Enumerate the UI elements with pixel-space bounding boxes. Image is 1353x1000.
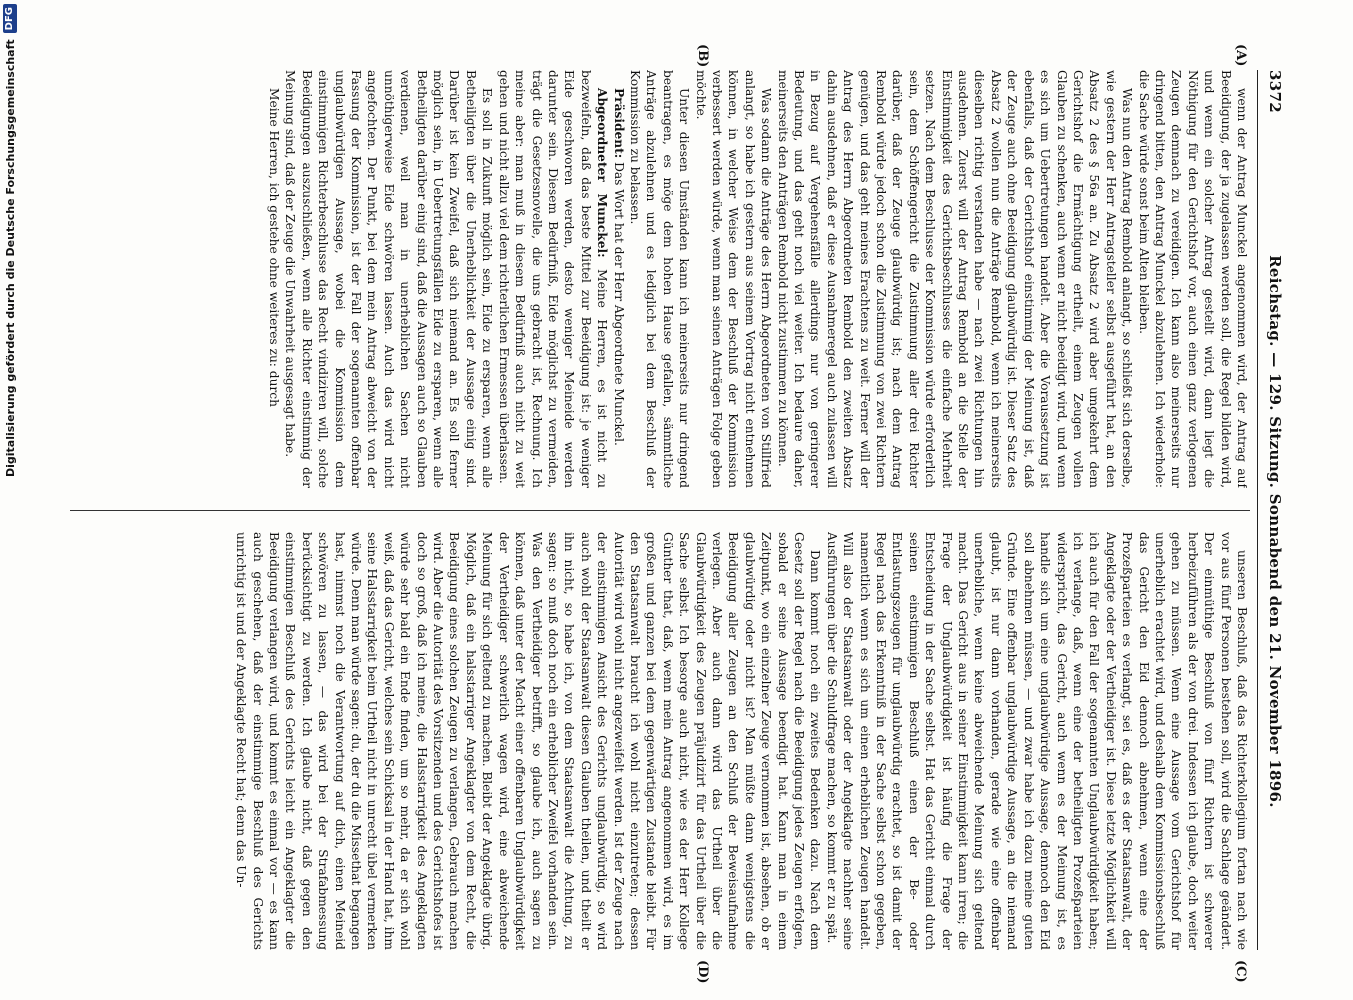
margin-marker-a: (A)	[1233, 44, 1248, 67]
paragraph: Meine Herren, ich gestehe ohne weiteres zu: durch	[267, 88, 282, 407]
margin-marker-d: (D)	[695, 960, 710, 984]
page-title: Reichstag. — 129. Sitzung. Sonnabend den 21. November 1896.	[1266, 255, 1284, 808]
paragraph	[495, 70, 610, 488]
paragraph	[610, 70, 626, 488]
speech-text: Meine Herren, es ist nicht zu bezweifeln, daß das beste Mittel zur Beeidigung ist: je weniger Eide geschworen werden, desto weniger Meineide werden darunter sein. Diesem Bedürfniß, Eide möglichst zu vermeiden, trägt die Gesetzesnovelle, die uns gebracht ist, Rechnung. Ich meine aber: man muß in diesem Bedürfniß auch nicht zu weit gehen und nicht allzu viel dem richterlichen Ermessen überlassen.	[496, 70, 610, 488]
footer-credit: Digitalisierung gefördert durch die Deutsche Forschungsgemeinschaft	[3, 39, 17, 478]
page-header	[1260, 70, 1290, 950]
margin-marker-c: (C)	[1233, 960, 1248, 983]
paragraph: wenn der Antrag Munckel angenommen wird, der Antrag auf Beeidigung, der ja zugelassen werden soll, die Regel bilden wird, und wenn ein solcher Antrag gestellt wird, dann liegt die Nöthigung für den Gerichtshof vor, auch einen ganz verlogenen Zeugen demnach zu vereidigen. Ich kann also meinerseits nur dringend bitten, den Antrag Munckel abzulehnen. Ich wiederhole: die Sache würde sonst beim Alten bleiben.	[1136, 70, 1249, 488]
page-number: 3372	[1266, 70, 1284, 113]
speech-text: Das Wort hat der Herr Abgeordnete Munckel.	[611, 162, 626, 446]
digitization-footer	[2, 0, 18, 1000]
dfg-logo: DFG	[3, 4, 17, 33]
paragraph: Unter diesen Umständen kann ich meinerseits nur dringend beantragen, es möge dem hohen Hause gefallen, sämmtliche Anträge abzulehnen und es lediglich bei dem Beschluß der Kommission zu belassen.	[627, 70, 692, 488]
paragraph: Was nun den Antrag Rembold anlangt, so schließt sich derselbe, wie gestern der Herr Antragsteller selbst ausgeführt hat, an den Absatz 2 des § 56a an. Zu Absatz 2 wird aber umgekehrt dem Gerichtshof die Ermächtigung ertheilt, einem Zeugen vollen Glauben zu schenken, auch wenn er nicht beeidigt wird, und wenn es sich um Uebertretungen handelt. Aber die Voraussetzung ist ebenfalls, daß der Gerichtshof einstimmig der Meinung ist, daß der Zeuge auch ohne Beeidigung glaubwürdig ist. Dieser Satz des Absatz 2 wollen nun die Anträge Rembold, wenn ich meinerseits dieselben richtig verstanden habe — nach zwei Richtungen hin ausdehnen. Zuerst will der Antrag Rembold an die Stelle der Einstimmigkeit des Gerichtsbeschlusses die einfache Mehrheit setzen. Nach dem Beschlusse der Kommission würde erforderlich sein, dem Schöffengericht die Zustimmung aller drei Richter darüber, daß der Zeuge glaubwürdig ist; nach dem Antrag Rembold würde jedoch schon die Zustimmung von zwei Richtern genügen, und das geht meines Erachtens zu weit. Ferner will der Antrag des Herrn Abgeordneten Rembold den zweiten Absatz dahin ausdehnen, daß er diese Ausnahmeregel auch zulassen will in Bezug auf Vergehensfälle allerdings nur von geringerer Bedeutung, und das geht noch viel weiter. Ich bedaure daher, meinerseits den Anträgen Rembold nicht zustimmen zu können.	[775, 70, 1135, 488]
paragraph: unseren Beschluß, daß das Richterkollegium fortan nach wie vor aus fünf Personen bestehen soll, wird die Sachlage geändert. Der einmüthige Beschluß von fünf Richtern ist schwerer herbeizuführen als der von drei. Indessen ich glaube, doch weiter gehen zu müssen. Wenn eine Aussage vom Gerichtshof für unerheblich erachtet wird, und deshalb dem Kommissionsbeschluß das Gericht den Eid dennoch abnehmen, wenn eine der Prozeßparteien es verlangt, sei es, daß es der Staatsanwalt, der Angeklagte oder der Vertheidiger ist. Diese letzte Möglichkeit will ich auch für den Fall der sogenannten Unglaubwürdigkeit haben; ich verlange, daß, wenn eine der betheiligten Prozeßparteien widerspricht, das Gericht, auch wenn es der Meinung ist, es handle sich um eine unglaubwürdige Aussage, dennoch den Eid soll abnehmen müssen, — und zwar habe ich dazu meine guten Gründe. Eine offenbar unglaubwürdige Aussage, an die niemand glaubt, ist nur dann vorhanden, gerade wie eine offenbar unerhebliche, wenn keine abweichende Meinung sich geltend macht. Das Gericht aus in seiner Einstimmigkeit kann irren; die Frage der Unglaubwürdigkeit ist häufig die Frage der Entscheidung in der Sache selbst. Hat das Gericht einmal durch seinen einstimmigen Beschluß einen der Be- oder Entlastungszeugen für unglaubwürdig erachtet, so ist damit der Regel nach das Erkenntniß in der Sache selbst schon gegeben, namentlich wenn es sich um einen erheblichen Zeugen handelt. Will also der Staatsanwalt oder der Angeklagte nachher seine Ausführungen über die Schuldfrage machen, so kommt er zu spät.	[824, 532, 1249, 950]
speaker-name: Abgeordneter Munckel:	[595, 88, 610, 258]
speaker-name: Präsident:	[611, 88, 626, 159]
column-divider	[70, 510, 1250, 511]
margin-marker-b: (B)	[695, 44, 710, 68]
left-text-column	[70, 70, 1250, 488]
rotated-page-content	[50, 44, 1290, 984]
header-rule	[1257, 70, 1258, 950]
paragraph: Was sodann die Anträge des Herrn Abgeordneten von Stillfried anlangt, so habe ich gestern aus seinem Vortrag nicht entnehmen können, in welcher Weise dem der Beschluß der Kommission verbessert werden würde, wenn man seinen Anträgen Folge geben möchte.	[693, 70, 774, 488]
paragraph: Dann kommt noch ein zweites Bedenken dazu. Nach dem Gesetz soll der Regel nach die Beeidigung jedes Zeugen erfolgen, sobald er seine Aussage beendigt hat. Kann man in einem Zeitpunkt, wo ein einzelner Zeuge vernommen ist, absehen, ob er glaubwürdig oder nicht ist? Man müßte dann wenigstens die Beeidigung aller Zeugen an den Schluß der Beweisaufnahme verlegen. Aber auch dann wird das Urtheil über die Glaubwürdigkeit des Zeugen präjudizirt für das Urtheil über die Sache selbst. Ich besorge auch nicht, wie es der Herr Kollege Günther that, daß, wenn mein Antrag angenommen wird, es im großen und ganzen bei dem gegenwärtigen Zustande bleibt. Für den Staatsanwalt braucht ich wohl nicht einzutreten; dessen Autorität wird wohl nicht angezweifelt werden. Ist der Zeuge nach der einstimmigen Ansicht des Gerichts unglaubwürdig, so wird auch wohl der Staatsanwalt diesen Glauben theilen, und theilt er ihn nicht, so habe ich, von dem Staatsanwalt die Achtung, zu sagen: so muß doch noch ein erheblicher Zweifel vorhanden sein. Was den Vertheidiger betrifft, so glaube ich, auch sagen zu können, daß unter der Macht einer offenbaren Unglaubwürdigkeit der Vertheidiger schwerlich wagen wird, eine abweichende Meinung für sich geltend zu machen. Bleibt der Angeklagte übrig. Möglich, daß ein halsstarriger Angeklagter von dem Recht, die Beeidigung eines solchen Zeugen zu verlangen, Gebrauch machen wird. Aber die Autorität des Vorsitzenden und des Gerichtshofes ist doch so groß, daß ich meine, die Halsstarrigkeit des Angeklagten würde sehr bald ein Ende finden, um so mehr, da er sich wohl weiß, daß das Gericht, welches sein Schicksal in der Hand hat, ihm seine Halsstarrigkeit beim Urtheil nicht in unrecht übel vermerken würde. Denn man würde sagen: du, der du die Missethat begangen hast, nimmst noch die Verantwortung auf dich, einen Meineid schwören zu lassen, — das wird bei der Strafabmessung berücksichtigt zu werden. Ich glaube nicht, daß gegen den einstimmigen Beschluß des Gerichts leicht ein Angeklagter die Beeidigung verlangen wird, und kommt es einmal vor — es kann auch geschehen, daß der einstimmige Beschluß des Gerichts unrichtig ist und der Angeklagte Recht hat; denn das Un-	[234, 532, 823, 950]
paragraph: Es soll in Zukunft möglich sein, Eide zu ersparen, wenn alle Betheiligten über die Unerheblichkeit der Aussage einig sind. Darüber ist kein Zweifel, daß sich niemand an. Es soll ferner möglich sein, in Uebertretungsfällen Eide zu ersparen, wenn alle Betheiligten darüber einig sind, daß die Aussagen auch so Glauben verdienen, weil man in unerheblichen Sachen nicht unnöthigerweise Eide schwören lassen. Auch das wird nicht angefochten. Der Punkt, bei dem mein Antrag abweicht von der Fassung der Kommission, ist der Fall der sogenannten offenbar unglaubwürdigen Aussage, wobei die Kommission dem einstimmigen Richterbeschlusse das Recht vindiziren will, solche Beeidigungen auszuschließen, wenn alle Richter einstimmig der Meinung sind, daß der Zeuge die Unwahrheit ausgesagt habe.	[283, 70, 495, 488]
right-text-column	[70, 532, 1250, 950]
